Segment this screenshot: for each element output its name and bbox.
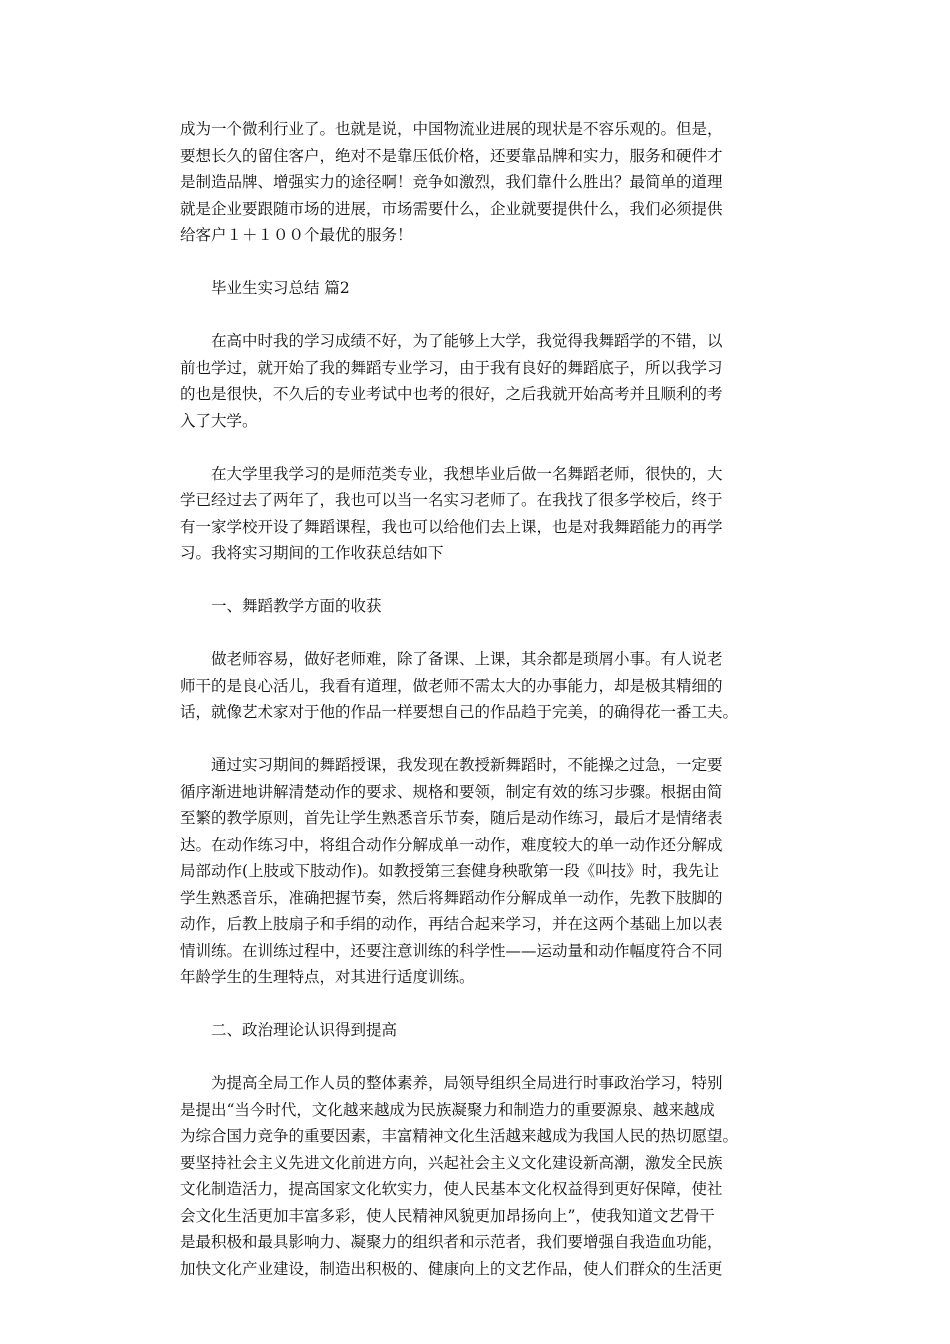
text-line: 师干的是良心活儿，我看有道理，做老师不需太大的办事能力，却是极其精细的 — [180, 676, 723, 695]
section-heading-summary-2 — [180, 275, 780, 302]
text-line: 动作，后教上肢扇子和手绢的动作，再结合起来学习，并在这两个基础上加以表 — [180, 915, 723, 933]
paragraph-logistics-conclusion — [180, 116, 780, 249]
text-line: 达。在动作练习中，将组合动作分解成单一动作，难度较大的单一动作还分解成 — [180, 835, 723, 854]
document-body — [180, 116, 780, 1282]
text-line: 是提出“当今时代，文化越来越成为民族凝聚力和制造力的重要源泉、越来越成 — [180, 1100, 715, 1119]
text-line: 要想长久的留住客户，绝对不是靠压低价格，还要靠品牌和实力，服务和硬件才 — [180, 146, 723, 165]
text-line: 文化制造活力，提高国家文化软实力，使人民基本文化权益得到更好保障，使社 — [180, 1180, 723, 1198]
section-heading-dance-teaching — [180, 593, 780, 620]
text-line: 就是企业要跟随市场的进展，市场需要什么，企业就要提供什么，我们必须提供 — [180, 199, 723, 218]
text-line: 至繁的教学原则，首先让学生熟悉音乐节奏，随后是动作练习，最后才是情绪表 — [180, 809, 723, 827]
text-line: 情训练。在训练过程中，还要注意训练的科学性——运动量和动作幅度符合不同 — [180, 941, 723, 960]
text-line: 为提高全局工作人员的整体素养，局领导组织全局进行时事政治学习，特别 — [211, 1074, 723, 1092]
section-heading-political-theory — [180, 1017, 780, 1044]
text-line: 学生熟悉音乐，准确把握节奏，然后将舞蹈动作分解成单一动作，先教下肢脚的 — [180, 888, 723, 907]
text-line: 的也是很快，不久后的专业考试中也考的很好，之后我就开始高考并且顺利的考 — [180, 385, 723, 403]
text-line: 年龄学生的生理特点，对其进行适度训练。 — [180, 968, 475, 986]
text-line: 为综合国力竞争的重要因素，丰富精神文化生活越来越成为我国人民的热切愿望。 — [180, 1127, 739, 1145]
text-line: 循序渐进地讲解清楚动作的要求、规格和要领，制定有效的练习步骤。根据由简 — [180, 782, 723, 801]
text-line: 有一家学校开设了舞蹈课程，我也可以给他们去上课，也是对我舞蹈能力的再学 — [180, 517, 723, 536]
text-line: 加快文化产业建设，制造出积极的、健康向上的文艺作品，使人们群众的生活更 — [180, 1259, 723, 1278]
text-line: 会文化生活更加丰富多彩，使人民精神风貌更加昂扬向上”，使我知道文艺骨干 — [180, 1206, 715, 1225]
text-line: 习。我将实习期间的工作收获总结如下 — [180, 544, 444, 562]
paragraph-high-school — [180, 328, 780, 434]
text-line: 给客户１＋１００个最优的服务！ — [180, 226, 413, 244]
paragraph-university — [180, 461, 780, 567]
text-line: 学已经过去了两年了，我也可以当一名实习老师了。在我找了很多学校后，终于 — [180, 491, 723, 509]
heading-text: 一、舞蹈教学方面的收获 — [211, 597, 382, 615]
text-line: 在高中时我的学习成绩不好，为了能够上大学，我觉得我舞蹈学的不错，以 — [211, 332, 723, 350]
paragraph-political-study — [180, 1070, 780, 1282]
text-line: 局部动作(上肢或下肢动作)。如教授第三套健身秧歌第一段《叫技》时，我先让 — [180, 862, 720, 880]
heading-text: 二、政治理论认识得到提高 — [211, 1021, 398, 1039]
heading-text: 毕业生实习总结 篇2 — [211, 279, 350, 297]
text-line: 通过实习期间的舞蹈授课，我发现在教授新舞蹈时，不能操之过急，一定要 — [211, 756, 723, 774]
text-line: 要坚持社会主义先进文化前进方向，兴起社会主义文化建设新高潮，激发全民族 — [180, 1153, 723, 1172]
text-line: 话，就像艺术家对于他的作品一样要想自己的作品趋于完美，的确得花一番工夫。 — [180, 703, 739, 721]
text-line: 在大学里我学习的是师范类专业，我想毕业后做一名舞蹈老师，很快的，大 — [211, 464, 723, 483]
text-line: 前也学过，就开始了我的舞蹈专业学习，由于我有良好的舞蹈底子，所以我学习 — [180, 358, 723, 377]
text-line: 是最积极和最具影响力、凝聚力的组织者和示范者，我们要增强自我造血功能， — [180, 1233, 723, 1251]
text-line: 是制造品牌、增强实力的途径啊！竞争如激烈，我们靠什么胜出？最简单的道理 — [180, 173, 723, 191]
paragraph-teacher-role — [180, 646, 780, 726]
text-line: 入了大学。 — [180, 411, 258, 430]
text-line: 做老师容易，做好老师难，除了备课、上课，其余都是琐屑小事。有人说老 — [211, 650, 723, 668]
text-line: 成为一个微利行业了。也就是说，中国物流业进展的现状是不容乐观的。但是， — [180, 120, 723, 138]
paragraph-teaching-method — [180, 752, 780, 991]
